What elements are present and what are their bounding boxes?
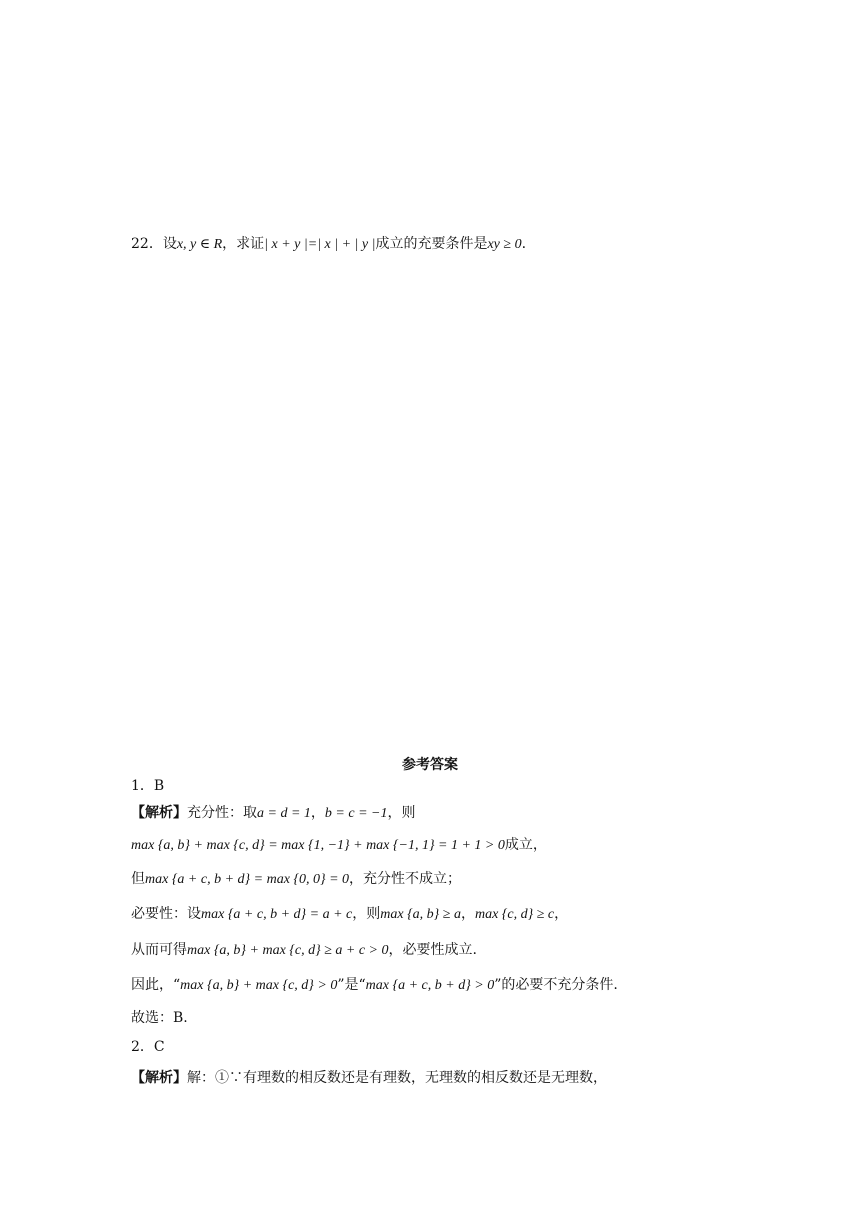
answer-text: ，: [554, 906, 569, 922]
answer-1-line-5: [131, 940, 477, 961]
answer-1-line-1: [131, 803, 415, 824]
answer-text: ，必要性成立.: [388, 942, 477, 958]
math-expression: max {a + c, b + d} > 0: [365, 978, 495, 993]
answer-text: 但: [131, 871, 145, 887]
question-number: 22．: [131, 236, 163, 252]
question-text: 成立的充要条件是: [375, 236, 488, 252]
math-expression: a = d = 1: [257, 806, 311, 821]
math-expression: max {a, b} + max {c, d} ≥ a + c > 0: [187, 943, 389, 958]
question-text: 设: [162, 236, 177, 252]
math-expression: max {a + c, b + d} = a + c: [201, 907, 353, 922]
math-expression: | x + y |=| x | + | y |: [264, 237, 376, 252]
math-expression: max {c, d} ≥ c: [474, 907, 555, 922]
question-text: .: [521, 236, 527, 252]
math-expression: xy ≥ 0: [487, 237, 522, 252]
analysis-tag: 【解析】: [131, 1070, 187, 1086]
answer-text: ”是“: [337, 977, 366, 993]
math-expression: b = c = −1: [324, 806, 388, 821]
answers-heading: 参考答案: [402, 757, 458, 773]
answer-1-line-3: [131, 869, 461, 890]
answer-1-line-2: [131, 835, 547, 856]
math-expression: max {a, b} + max {c, d} = max {1, −1} + max {−1, 1} = 1 + 1 > 0: [131, 838, 505, 853]
answer-text: ，则: [352, 906, 381, 922]
answer-2-label: 2．C: [131, 1039, 165, 1055]
math-expression: x, y ∈ R: [176, 237, 223, 252]
answer-1-line-7: 故选：B.: [131, 1010, 188, 1026]
math-expression: max {a + c, b + d} = max {0, 0} = 0: [145, 872, 350, 887]
analysis-tag: 【解析】: [131, 805, 187, 821]
answer-text: ，充分性不成立；: [349, 871, 462, 887]
answer-1-label: 1．B: [131, 778, 165, 794]
answer-2-line-1: [131, 1068, 607, 1088]
answer-text: ”的必要不充分条件.: [494, 977, 618, 993]
answer-text: 充分性：取: [187, 805, 257, 821]
answer-text: 成立，: [504, 837, 547, 853]
answer-text: ，: [460, 906, 475, 922]
answer-1-line-4: [131, 904, 568, 925]
answer-1-line-6: [131, 975, 618, 996]
answer-text: 因此，“: [131, 977, 181, 993]
question-22: [131, 234, 526, 255]
answer-text: ，则: [387, 805, 416, 821]
math-expression: max {a, b} ≥ a: [380, 907, 461, 922]
answer-text: 必要性：设: [131, 906, 201, 922]
math-expression: max {a, b} + max {c, d} > 0: [180, 978, 338, 993]
answer-text: ，: [310, 805, 325, 821]
answer-text: 解：①∵有理数的相反数还是有理数，无理数的相反数还是无理数，: [187, 1070, 607, 1086]
question-text: ，求证: [222, 236, 265, 252]
answer-text: 从而可得: [131, 942, 187, 958]
